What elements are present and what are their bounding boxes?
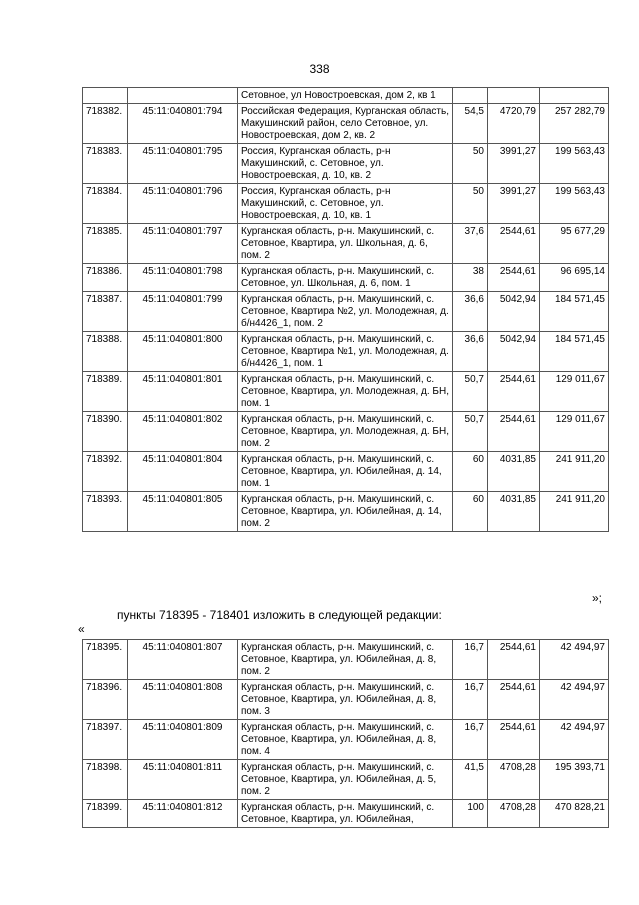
cadastral-value-cell: 95 677,29 [540,224,609,264]
cadastral-value-cell: 241 911,20 [540,452,609,492]
registry-table-1-body [83,88,609,532]
row-number-cell: 718397. [83,720,128,760]
specific-value-cell: 4708,28 [488,800,540,828]
row-number-cell: 718389. [83,372,128,412]
cadastral-value-cell: 42 494,97 [540,720,609,760]
row-number-cell: 718392. [83,452,128,492]
cadastral-value-cell: 195 393,71 [540,760,609,800]
specific-value-cell: 2544,61 [488,224,540,264]
cadastral-number-cell: 45:11:040801:800 [128,332,238,372]
address-cell: Российская Федерация, Курганская область, Макушинский район, село Сетовное, ул. Новостроевская, дом 2, кв. 2 [238,104,453,144]
specific-value-cell [488,88,540,104]
registry-table-1 [82,87,609,532]
address-cell: Курганская область, р-н. Макушинский, с. Сетовное, Квартира, ул. Юбилейная, д. 14, пом. 1 [238,452,453,492]
specific-value-cell: 2544,61 [488,372,540,412]
cadastral-value-cell: 199 563,43 [540,144,609,184]
address-cell: Курганская область, р-н. Макушинский, с. Сетовное, Квартира, ул. Юбилейная, д. 8, пом. 4 [238,720,453,760]
cadastral-value-cell: 470 828,21 [540,800,609,828]
specific-value-cell: 2544,61 [488,412,540,452]
cadastral-number-cell: 45:11:040801:812 [128,800,238,828]
table-row [83,184,609,224]
table-row [83,292,609,332]
area-cell: 60 [453,492,488,532]
cadastral-number-cell: 45:11:040801:797 [128,224,238,264]
cadastral-number-cell: 45:11:040801:796 [128,184,238,224]
row-number-cell: 718386. [83,264,128,292]
page-number: 338 [309,62,330,76]
area-cell: 50 [453,144,488,184]
area-cell: 36,6 [453,292,488,332]
cadastral-value-cell: 42 494,97 [540,640,609,680]
row-number-cell: 718399. [83,800,128,828]
registry-table-2 [82,639,609,828]
area-cell: 60 [453,452,488,492]
table-row [83,720,609,760]
area-cell: 36,6 [453,332,488,372]
specific-value-cell: 2544,61 [488,264,540,292]
cadastral-number-cell: 45:11:040801:795 [128,144,238,184]
area-cell: 38 [453,264,488,292]
row-number-cell: 718388. [83,332,128,372]
row-number-cell: 718398. [83,760,128,800]
address-cell: Курганская область, р-н. Макушинский, с. Сетовное, Квартира, ул. Молодежная, д. БН, пом. 2 [238,412,453,452]
address-cell: Курганская область, р-н. Макушинский, с. Сетовное, Квартира, ул. Юбилейная, д. 8, пом. 2 [238,640,453,680]
row-number-cell: 718384. [83,184,128,224]
table-row [83,332,609,372]
table-row [83,264,609,292]
row-number-cell: 718382. [83,104,128,144]
row-number-cell: 718387. [83,292,128,332]
table-row [83,104,609,144]
cadastral-number-cell: 45:11:040801:805 [128,492,238,532]
cadastral-number-cell: 45:11:040801:808 [128,680,238,720]
cadastral-value-cell [540,88,609,104]
table-row [83,760,609,800]
row-number-cell: 718396. [83,680,128,720]
cadastral-number-cell: 45:11:040801:804 [128,452,238,492]
table-row [83,224,609,264]
specific-value-cell: 3991,27 [488,144,540,184]
address-cell: Сетовное, ул Новостроевская, дом 2, кв 1 [238,88,453,104]
cadastral-number-cell: 45:11:040801:798 [128,264,238,292]
address-cell: Россия, Курганская область, р-н Макушинский, с. Сетовное, ул. Новостроевская, д. 10, кв. 1 [238,184,453,224]
cadastral-value-cell: 199 563,43 [540,184,609,224]
cadastral-value-cell: 96 695,14 [540,264,609,292]
table-row [83,144,609,184]
specific-value-cell: 4720,79 [488,104,540,144]
address-cell: Курганская область, р-н. Макушинский, с. Сетовное, Квартира, ул. Юбилейная, д. 5, пом. 2 [238,760,453,800]
area-cell: 16,7 [453,640,488,680]
closing-quote-mark: »; [592,591,603,605]
address-cell: Курганская область, р-н. Макушинский, с. Сетовное, Квартира, ул. Молодежная, д. БН, пом. 1 [238,372,453,412]
registry-table-2-body [83,640,609,828]
address-cell: Курганская область, р-н. Макушинский, с. Сетовное, ул. Школьная, д. 6, пом. 1 [238,264,453,292]
cadastral-number-cell: 45:11:040801:794 [128,104,238,144]
amendment-intro-text: пункты 718395 - 718401 изложить в следующей редакции: [117,608,442,622]
cadastral-number-cell: 45:11:040801:802 [128,412,238,452]
cadastral-value-cell: 129 011,67 [540,412,609,452]
specific-value-cell: 2544,61 [488,680,540,720]
cadastral-value-cell: 42 494,97 [540,680,609,720]
row-number-cell: 718383. [83,144,128,184]
address-cell: Россия, Курганская область, р-н Макушинский, с. Сетовное, ул. Новостроевская, д. 10, кв. 2 [238,144,453,184]
cadastral-number-cell: 45:11:040801:811 [128,760,238,800]
table-row [83,680,609,720]
area-cell: 37,6 [453,224,488,264]
cadastral-value-cell: 129 011,67 [540,372,609,412]
table-row [83,800,609,828]
table-row [83,492,609,532]
specific-value-cell: 2544,61 [488,720,540,760]
address-cell: Курганская область, р-н. Макушинский, с. Сетовное, Квартира №2, ул. Молодежная, д. б/н4426_1, пом. 2 [238,292,453,332]
address-cell: Курганская область, р-н. Макушинский, с. Сетовное, Квартира, ул. Юбилейная, [238,800,453,828]
area-cell: 54,5 [453,104,488,144]
cadastral-number-cell [128,88,238,104]
address-cell: Курганская область, р-н. Макушинский, с. Сетовное, Квартира, ул. Юбилейная, д. 14, пом. 2 [238,492,453,532]
row-number-cell: 718393. [83,492,128,532]
address-cell: Курганская область, р-н. Макушинский, с. Сетовное, Квартира, ул. Школьная, д. 6, пом. 2 [238,224,453,264]
cadastral-value-cell: 257 282,79 [540,104,609,144]
cadastral-value-cell: 241 911,20 [540,492,609,532]
specific-value-cell: 5042,94 [488,332,540,372]
specific-value-cell: 4031,85 [488,452,540,492]
opening-quote-mark: « [78,622,85,636]
row-number-cell: 718385. [83,224,128,264]
cadastral-number-cell: 45:11:040801:799 [128,292,238,332]
address-cell: Курганская область, р-н. Макушинский, с. Сетовное, Квартира, ул. Юбилейная, д. 8, пом. 3 [238,680,453,720]
row-number-cell: 718390. [83,412,128,452]
row-number-cell: 718395. [83,640,128,680]
area-cell: 41,5 [453,760,488,800]
table-row [83,452,609,492]
area-cell: 16,7 [453,680,488,720]
specific-value-cell: 2544,61 [488,640,540,680]
area-cell: 50,7 [453,372,488,412]
table-row [83,640,609,680]
table-row [83,412,609,452]
specific-value-cell: 5042,94 [488,292,540,332]
cadastral-number-cell: 45:11:040801:809 [128,720,238,760]
specific-value-cell: 4031,85 [488,492,540,532]
area-cell: 50,7 [453,412,488,452]
table-row [83,372,609,412]
cadastral-value-cell: 184 571,45 [540,332,609,372]
area-cell: 100 [453,800,488,828]
row-number-cell [83,88,128,104]
area-cell [453,88,488,104]
specific-value-cell: 4708,28 [488,760,540,800]
cadastral-value-cell: 184 571,45 [540,292,609,332]
specific-value-cell: 3991,27 [488,184,540,224]
cadastral-number-cell: 45:11:040801:807 [128,640,238,680]
address-cell: Курганская область, р-н. Макушинский, с. Сетовное, Квартира №1, ул. Молодежная, д. б/н4426_1, пом. 1 [238,332,453,372]
cadastral-number-cell: 45:11:040801:801 [128,372,238,412]
area-cell: 50 [453,184,488,224]
table-row [83,88,609,104]
area-cell: 16,7 [453,720,488,760]
